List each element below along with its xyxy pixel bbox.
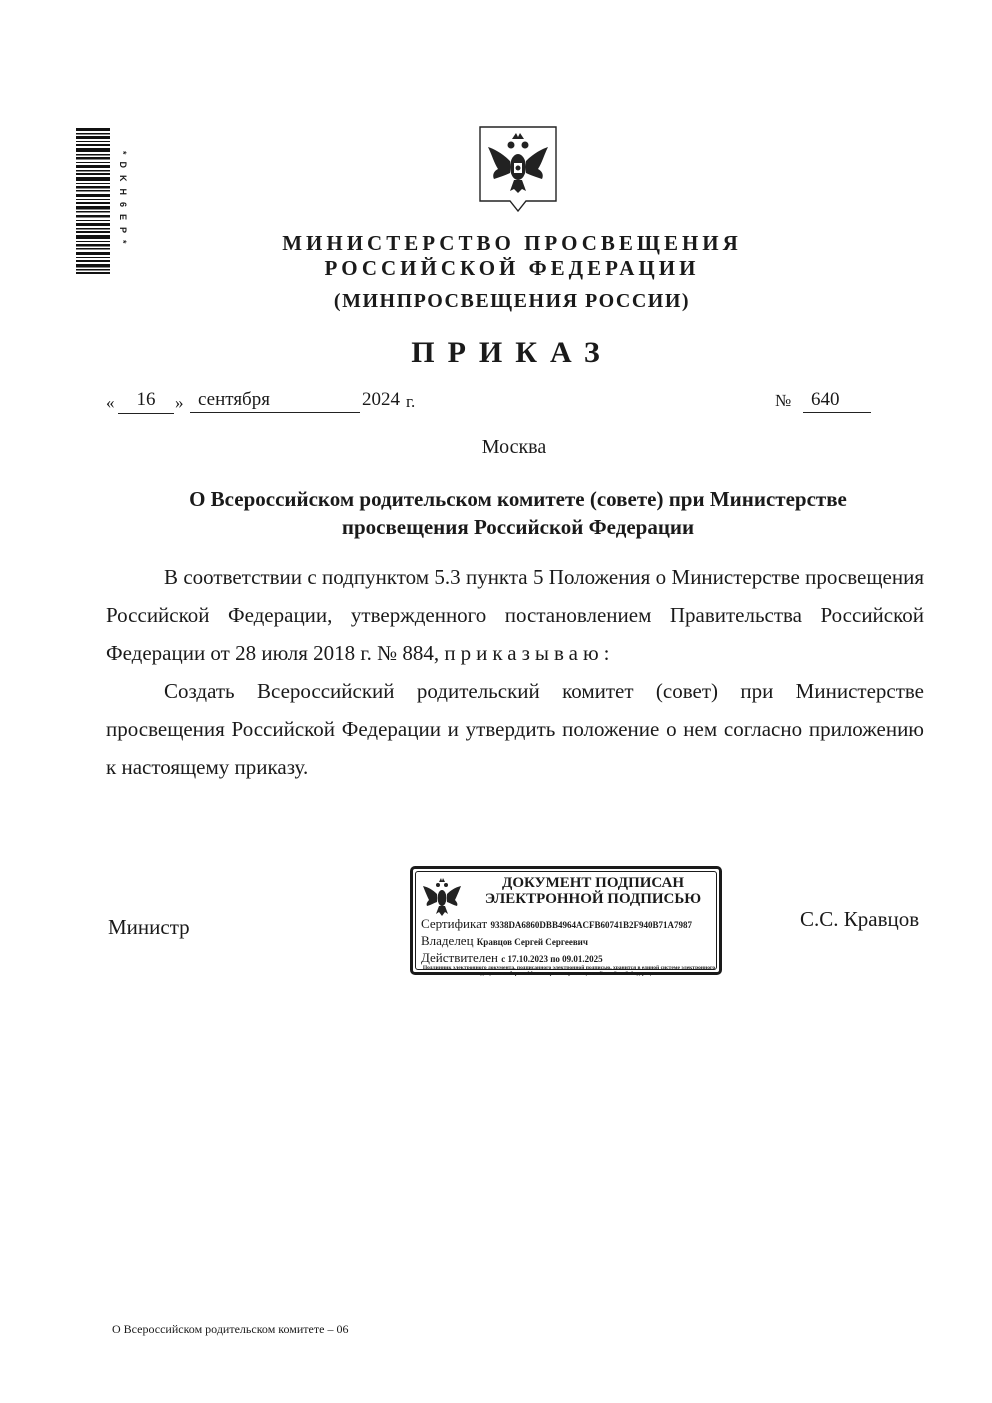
- date-year-suffix: г.: [406, 392, 416, 411]
- stamp-owner-value: Кравцов Сергей Сергеевич: [476, 937, 588, 947]
- signer-title: Министр: [108, 915, 190, 939]
- stamp-heading-line1: ДОКУМЕНТ ПОДПИСАН: [502, 875, 684, 891]
- order-command: приказываю:: [444, 641, 615, 665]
- electronic-signature-stamp: [410, 866, 722, 975]
- footer-file-label: О Всероссийском родительском комитете – 06: [112, 1322, 349, 1336]
- stamp-owner: [421, 933, 588, 949]
- stamp-certificate: [421, 916, 692, 932]
- coat-of-arms-icon: [478, 125, 558, 215]
- stamp-note: Подлинник электронного документа, подписанного электронной подписью, хранится в единой системе электронного документооборота Министерства просвещения Российской Федерации: [422, 965, 716, 977]
- ministry-name-line2: РОССИЙСКОЙ ФЕДЕРАЦИИ: [324, 256, 700, 280]
- document-title: О Всероссийском родительском комитете (совете) при Министерстве просвещения Российской Федерации: [189, 487, 847, 539]
- city: Москва: [481, 436, 547, 458]
- date-month: сентября: [190, 389, 360, 413]
- date-close-quote: »: [175, 393, 184, 412]
- body-paragraph-1-text: В соответствии с подпунктом 5.3 пункта 5 Положения о Министерстве просвещения Российской Федерации, утвержденного постановлением Правительства Российской Федерации от 28 июля 2018 г. № 884,: [106, 565, 924, 665]
- date-open-quote: «: [106, 393, 115, 412]
- stamp-cert-value: 9338DA6860DBB4964ACFB60741B2F940B71A7987: [490, 920, 692, 930]
- ministry-name-line1: МИНИСТЕРСТВО ПРОСВЕЩЕНИЯ: [282, 231, 742, 255]
- stamp-owner-label: Владелец: [421, 933, 474, 948]
- stamp-cert-label: Сертификат: [421, 916, 488, 931]
- ministry-short-name: (МИНПРОСВЕЩЕНИЯ РОССИИ): [333, 290, 691, 312]
- stamp-valid-label: Действителен: [421, 950, 498, 965]
- signer-name: С.С. Кравцов: [800, 907, 920, 931]
- date-day: 16: [118, 389, 174, 414]
- document-type: ПРИКАЗ: [411, 336, 613, 369]
- stamp-eagle-icon: [420, 876, 464, 918]
- stamp-valid-value: с 17.10.2023 по 09.01.2025: [501, 954, 603, 964]
- body-paragraph-2: Создать Всероссийский родительский комитет (совет) при Министерстве просвещения Российской Федерации и утвердить положение о нем согласно приложению к настоящему приказу.: [106, 679, 924, 779]
- order-number-label: №: [775, 391, 792, 410]
- stamp-validity: [421, 950, 603, 966]
- barcode-code: *DKН6EР*: [118, 151, 128, 251]
- date-year: 2024: [362, 389, 400, 410]
- stamp-heading-line2: ЭЛЕКТРОННОЙ ПОДПИСЬЮ: [484, 891, 702, 907]
- stamp-heading: [468, 875, 718, 907]
- order-number: 640: [803, 389, 871, 413]
- body-paragraph-1: [106, 558, 924, 672]
